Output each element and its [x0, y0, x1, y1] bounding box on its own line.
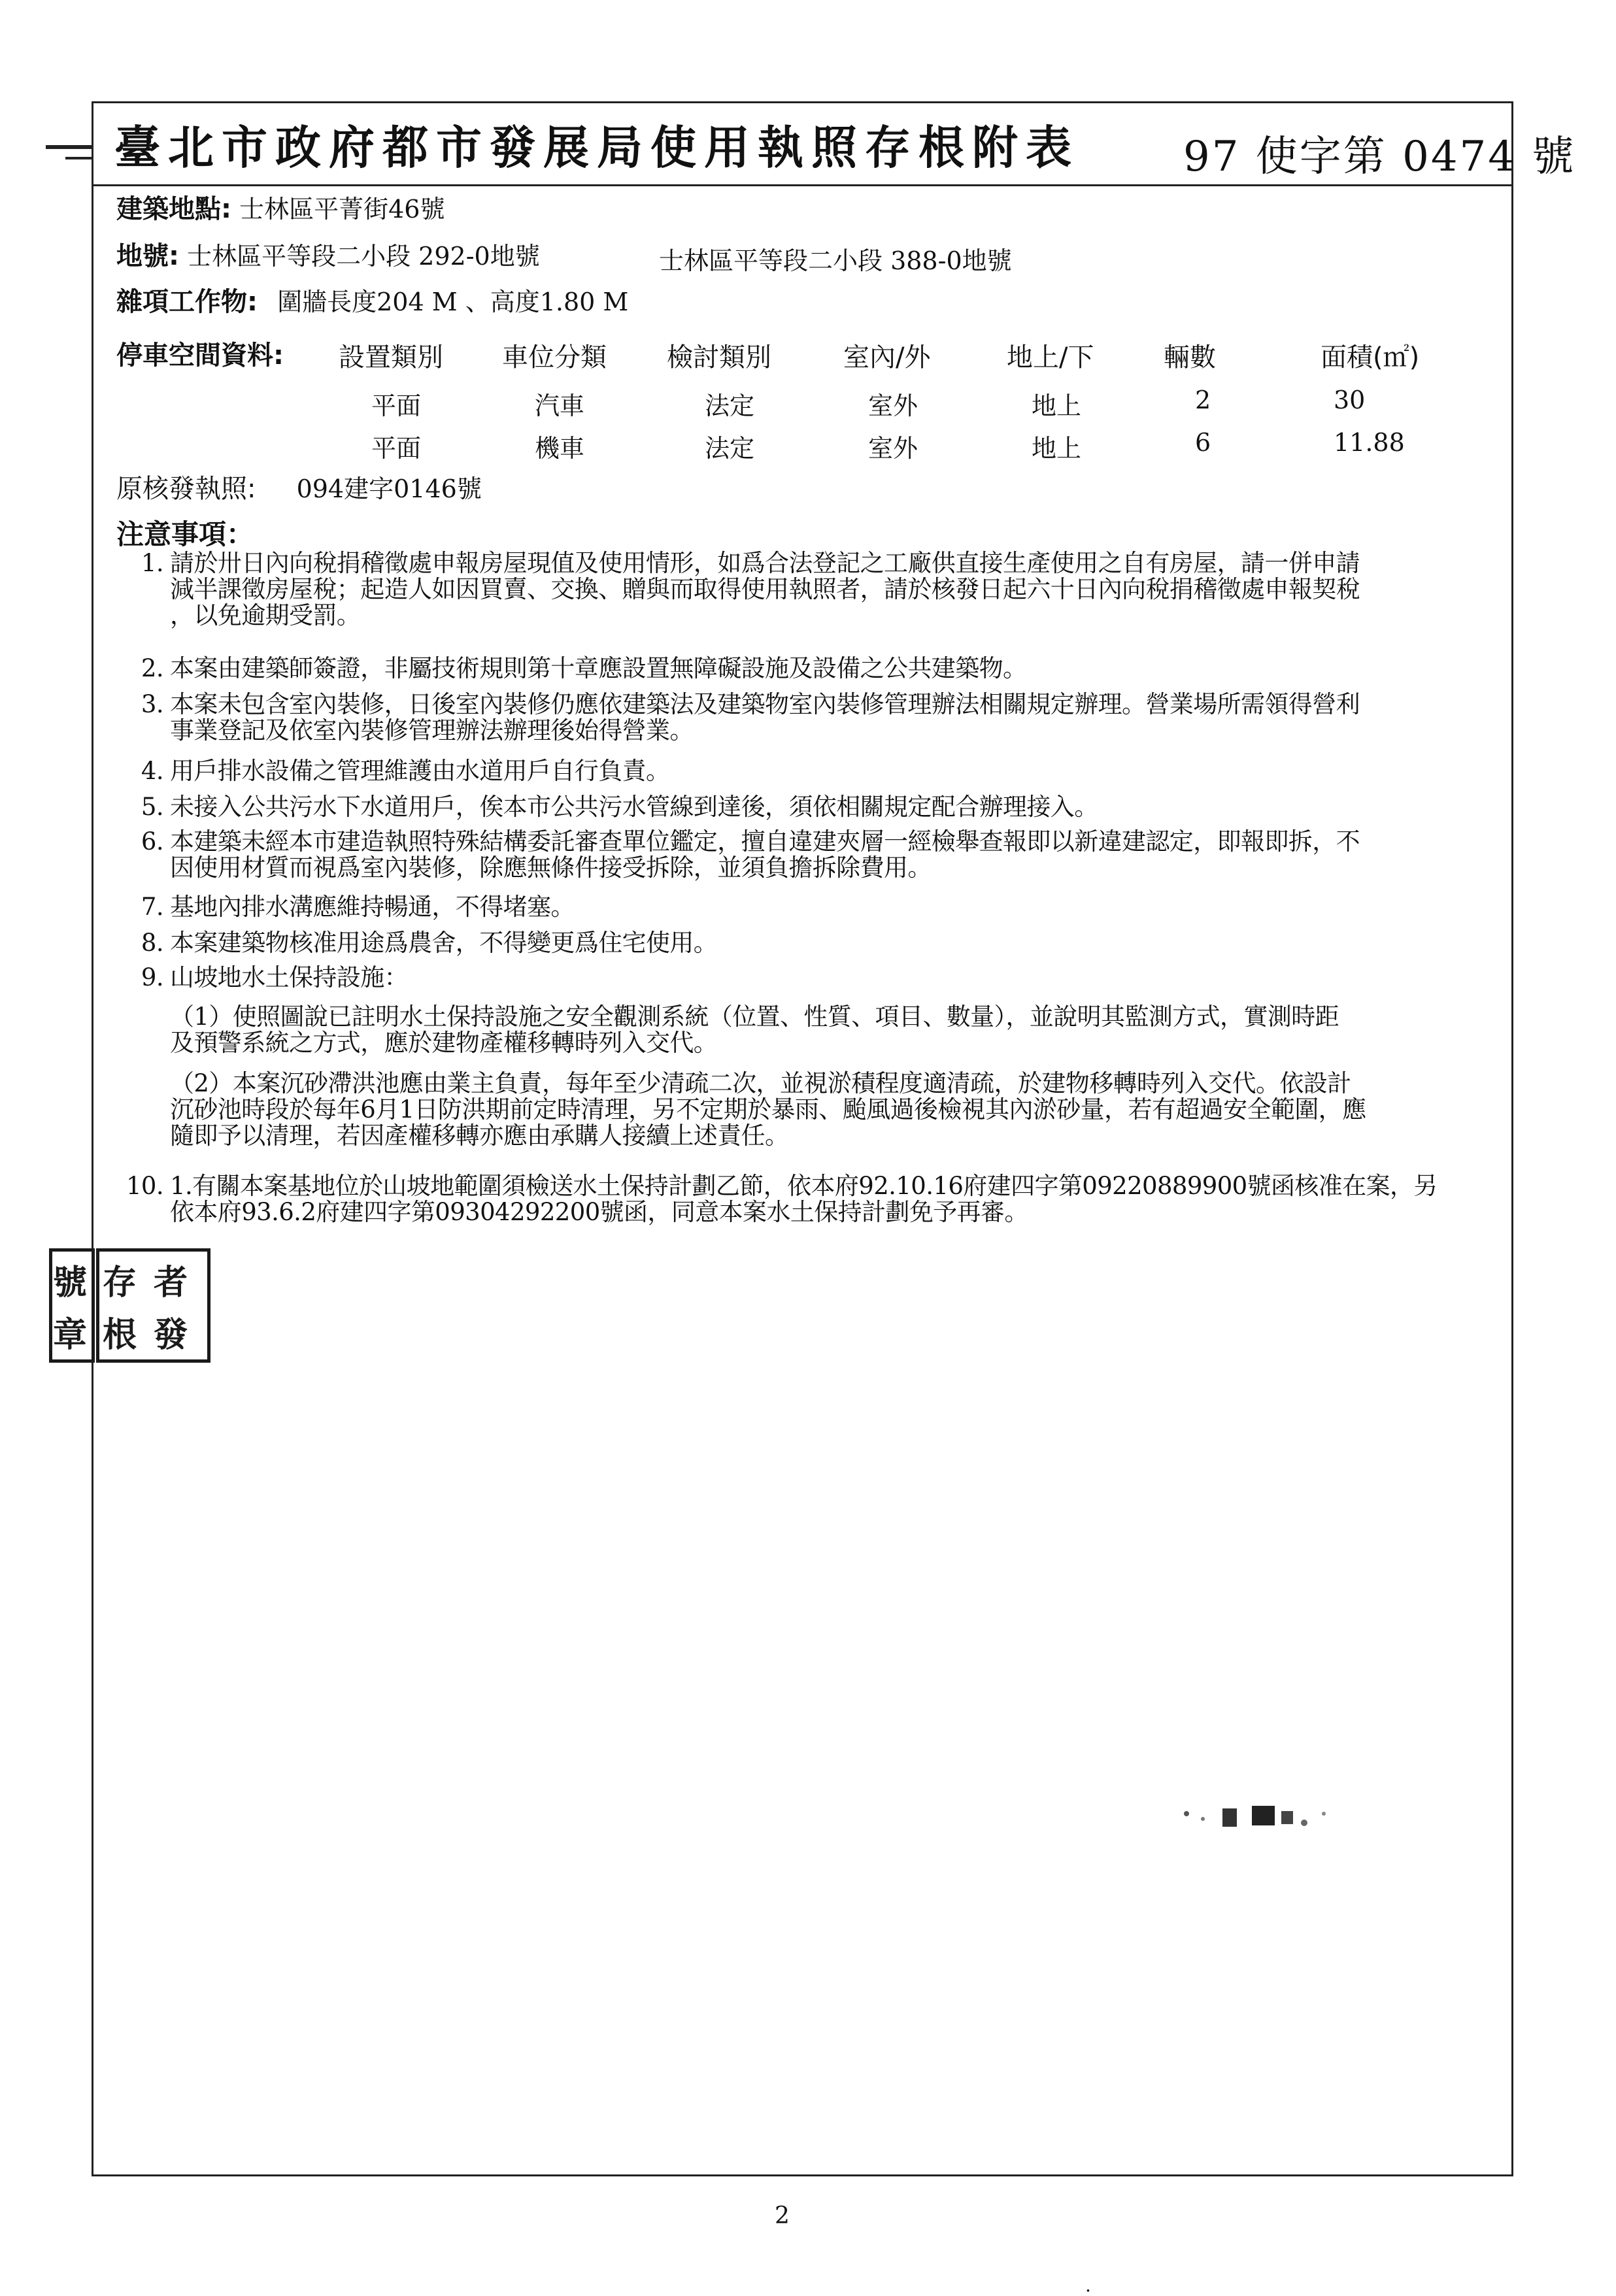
stamp-char: 存	[103, 1263, 135, 1303]
lot-row	[116, 243, 540, 269]
note-line: 減半課徵房屋稅；起造人如因買賣、交換、贈與而取得使用執照者，請於核發日起六十日內向稅捐稽徵處申報契稅	[170, 575, 1360, 603]
note-item	[131, 930, 1526, 956]
note-item	[131, 758, 1526, 784]
parking-cell: 11.88	[1334, 428, 1405, 457]
note-number: 7.	[141, 893, 163, 921]
parking-header: 地上/下	[1007, 342, 1094, 373]
misc-label: 雜項工作物:	[116, 287, 258, 317]
note-line: 本建築未經本市建造執照特殊結構委託審查單位鑑定，擅自違建夾層一經檢舉查報即以新違建認定，即報即拆，不	[170, 827, 1360, 856]
note-line: 用戶排水設備之管理維護由水道用戶自行負責。	[170, 757, 670, 785]
parking-cell: 機車	[535, 434, 585, 463]
note-item	[131, 550, 1526, 629]
note-item	[131, 691, 1526, 744]
note-number: 6.	[141, 827, 163, 856]
note-sub-item	[170, 1004, 1566, 1056]
parking-cell: 汽車	[535, 391, 585, 420]
note-number: 1.	[141, 549, 163, 577]
note-sub-item	[170, 1071, 1566, 1149]
note-sub-line: 沉砂池時段於每年6月1日防洪期前定時清理，另不定期於暴雨、颱風過後檢視其內淤砂量，若有超過安全範圍，應	[170, 1095, 1366, 1123]
note-item	[131, 965, 1526, 991]
parking-cell: 室外	[868, 391, 918, 420]
orig-permit-row	[116, 476, 482, 502]
note-line: 本案由建築師簽證，非屬技術規則第十章應設置無障礙設施及設備之公共建築物。	[170, 654, 1027, 682]
note-sub-line: （2）本案沉砂滯洪池應由業主負責，每年至少清疏二次，並視淤積程度適清疏，於建物移轉時列入交代。依設計	[170, 1069, 1351, 1097]
note-sub-line: 隨即予以清理，若因產權移轉亦應由承購人接續上述責任。	[170, 1122, 789, 1150]
seal-stamp	[49, 1248, 209, 1363]
note-line: 1.有關本案基地位於山坡地範圍須檢送水土保持計劃乙節，依本府92.10.16府建四字第09220889900號函核准在案，另	[170, 1172, 1438, 1200]
note-item	[131, 829, 1526, 881]
note-line: 請於卅日內向稅捐稽徵處申報房屋現值及使用情形，如爲合法登記之工廠供直接生產使用之自有房屋，請一併申請	[170, 549, 1360, 577]
note-line: 依本府93.6.2府建四字第09304292200號函，同意本案水土保持計劃免予再審。	[170, 1198, 1028, 1226]
site-label: 建築地點:	[116, 194, 231, 224]
note-item	[131, 656, 1526, 682]
note-number: 5.	[141, 793, 163, 821]
stamp-char: 發	[154, 1316, 186, 1355]
note-line: 未接入公共污水下水道用戶，俟本市公共污水管線到達後，須依相關規定配合辦理接入。	[170, 793, 1098, 821]
note-item	[118, 1173, 1513, 1225]
note-line: 事業登記及依室內裝修管理辦法辦理後始得營業。	[170, 716, 694, 744]
stamp-char: 者	[154, 1263, 186, 1303]
note-line: 山坡地水土保持設施：	[170, 963, 408, 991]
site-value: 士林區平菁街46號	[239, 195, 445, 224]
parking-cell: 2	[1195, 386, 1211, 414]
parking-header: 檢討類別	[667, 342, 771, 373]
site-row	[116, 196, 445, 222]
misc-value: 圍牆長度204 M 、高度1.80 M	[277, 288, 629, 316]
margin-mark	[65, 157, 92, 159]
parking-header: 設置類別	[339, 342, 443, 373]
parking-cell: 6	[1195, 428, 1211, 457]
note-number: 4.	[141, 757, 163, 785]
note-number: 2.	[141, 654, 163, 682]
parking-header: 輛數	[1164, 342, 1216, 373]
parking-label: 停車空間資料:	[116, 341, 284, 371]
note-line: ，以免逾期受罰。	[170, 601, 361, 629]
note-item	[131, 794, 1526, 820]
note-line: 基地內排水溝應維持暢通，不得堵塞。	[170, 893, 575, 921]
lot-label: 地號:	[116, 241, 179, 271]
lot-value-2: 士林區平等段二小段 388-0地號	[659, 246, 1012, 275]
note-sub-line: 及預警系統之方式，應於建物產權移轉時列入交代。	[170, 1029, 718, 1057]
lot-value-1: 士林區平等段二小段 292-0地號	[187, 242, 540, 271]
note-number: 10.	[126, 1172, 163, 1200]
parking-cell: 平面	[371, 434, 422, 463]
note-line: 本案未包含室內裝修，日後室內裝修仍應依建築法及建築物室內裝修管理辦法相關規定辦理。營業場所需領得營利	[170, 690, 1360, 718]
footer-mark: .	[1085, 2274, 1091, 2296]
ink-smudge	[1173, 1794, 1343, 1846]
parking-cell: 地上	[1032, 434, 1082, 463]
note-number: 8.	[141, 929, 163, 957]
parking-cell: 地上	[1032, 391, 1082, 420]
stamp-char: 號	[53, 1263, 85, 1303]
note-number: 3.	[141, 690, 163, 718]
parking-cell: 30	[1334, 386, 1366, 414]
misc-row	[116, 289, 628, 315]
parking-header: 車位分類	[502, 342, 607, 373]
note-line: 因使用材質而視爲室內裝修，除應無條件接受拆除，並須負擔拆除費用。	[170, 854, 932, 882]
note-number: 9.	[141, 963, 163, 991]
parking-header: 室內/外	[843, 342, 931, 373]
parking-cell: 室外	[868, 434, 918, 463]
note-line: 本案建築物核准用途爲農舍，不得變更爲住宅使用。	[170, 929, 718, 957]
parking-header: 面積(㎡)	[1321, 342, 1420, 373]
note-sub-line: （1）使照圖說已註明水土保持設施之安全觀測系統（位置、性質、項目、數量），並說明其監測方式，實測時距	[170, 1003, 1339, 1031]
stamp-char: 根	[103, 1316, 135, 1355]
orig-permit-label: 原核發執照:	[116, 474, 256, 504]
margin-mark	[46, 145, 92, 149]
parking-cell: 法定	[705, 434, 755, 463]
stamp-char: 章	[53, 1316, 85, 1355]
page-number: 2	[775, 2203, 790, 2229]
header-divider	[92, 184, 1513, 186]
document-title: 臺北市政府都市發展局使用執照存根附表	[114, 120, 1079, 175]
notes-title: 注意事項：	[116, 518, 254, 550]
note-item	[131, 894, 1526, 920]
parking-cell: 法定	[705, 391, 755, 420]
lot-value-2-wrap	[659, 248, 1012, 273]
parking-cell: 平面	[371, 391, 422, 420]
permit-number: 97 使字第 0474 號	[1183, 133, 1576, 181]
orig-permit-value: 094建字0146號	[296, 474, 482, 503]
